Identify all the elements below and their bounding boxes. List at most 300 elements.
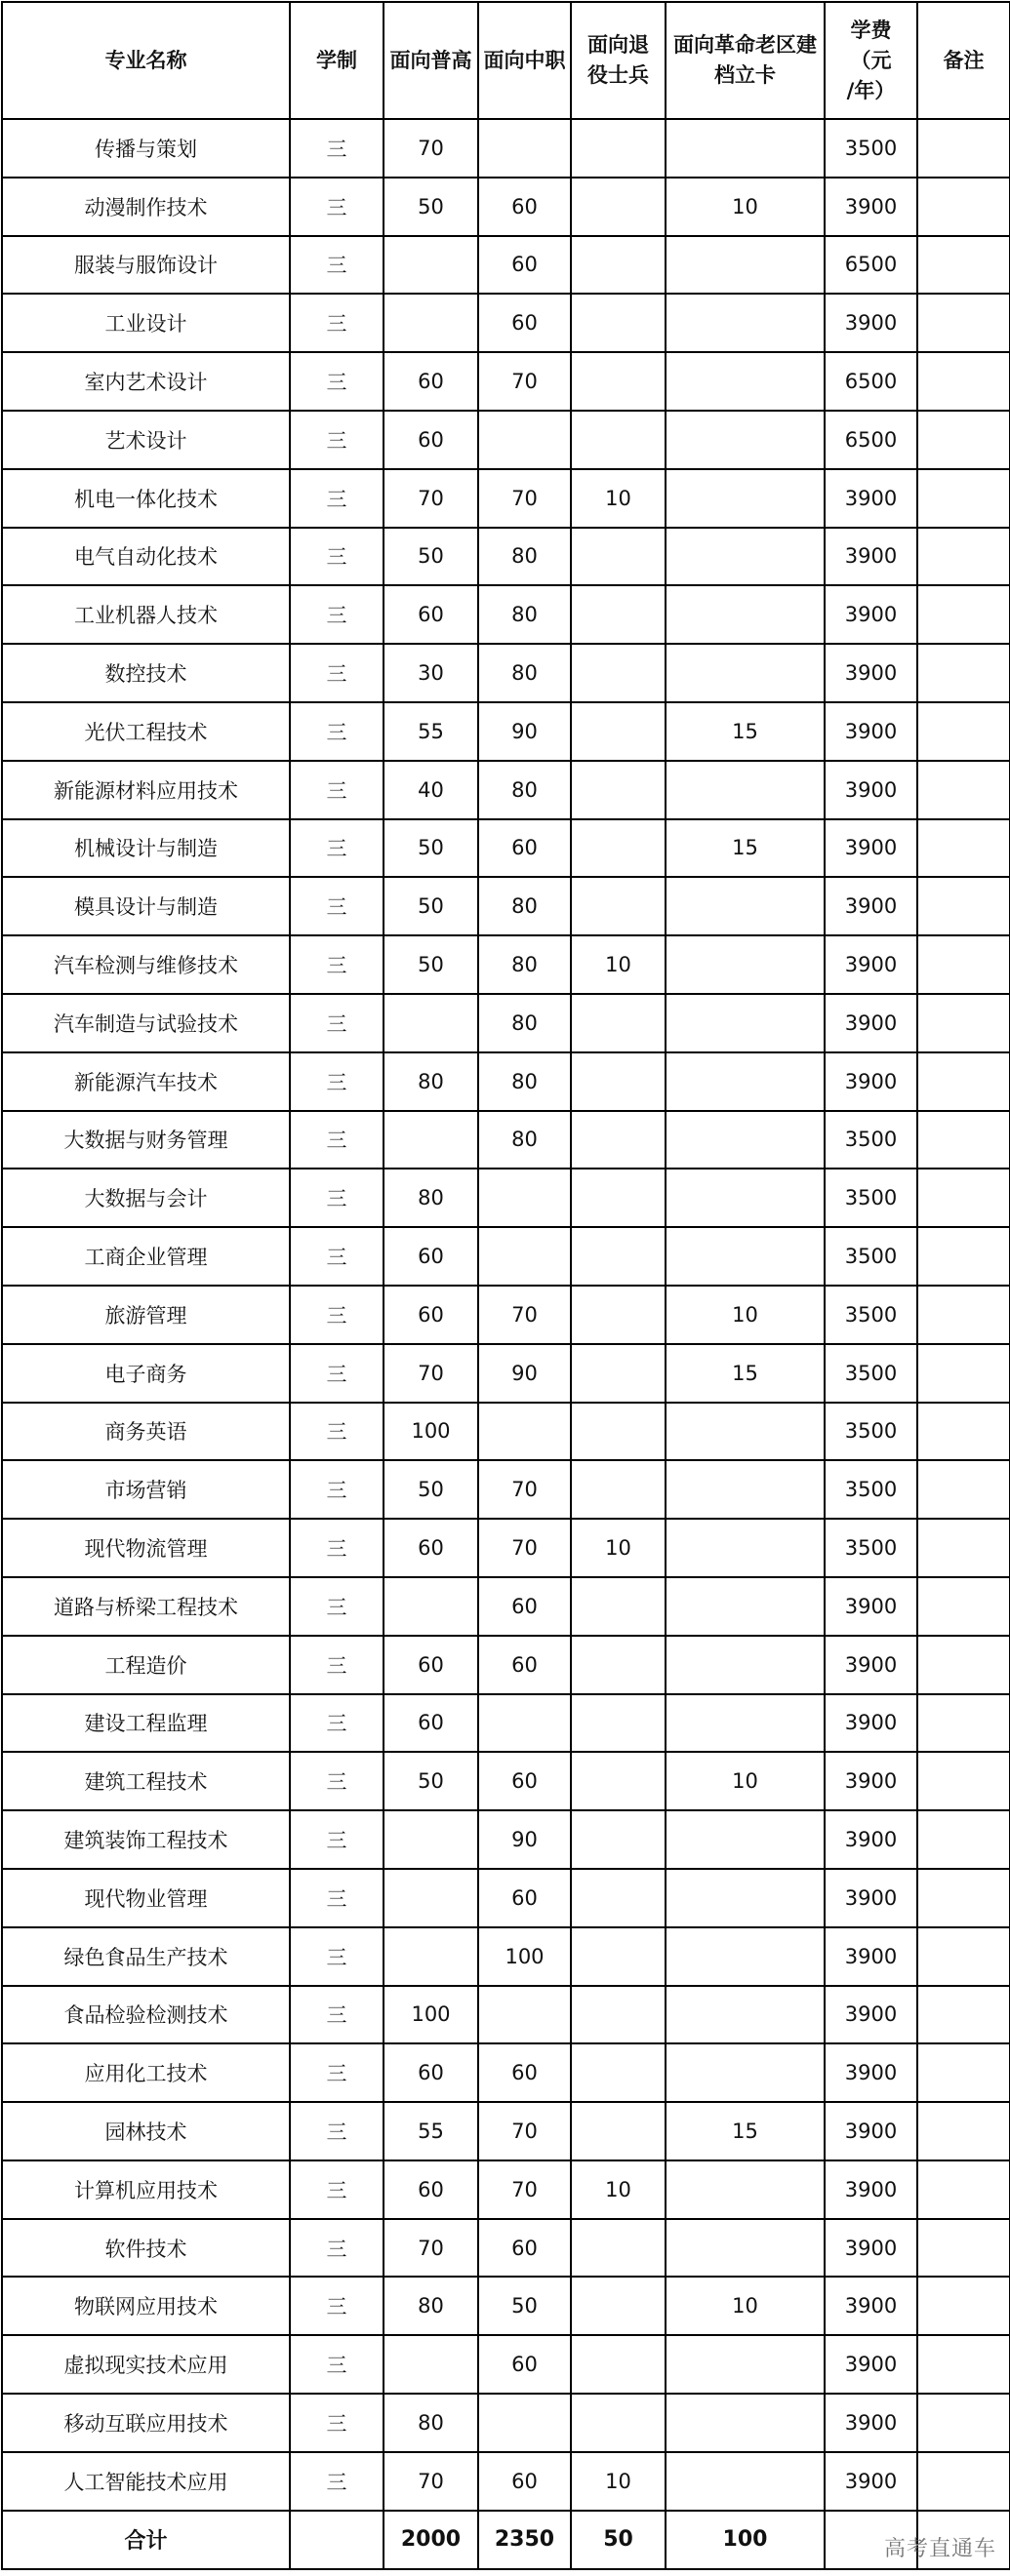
table-row <box>2 819 1010 878</box>
cell-veterans <box>571 585 666 644</box>
cell-fee: 3500 <box>825 1403 917 1461</box>
cell-revolution <box>666 877 825 935</box>
header-fee-line1: 学费 <box>850 18 892 42</box>
cell-revolution <box>666 761 825 819</box>
cell-major: 人工智能技术应用 <box>2 2452 290 2511</box>
table-row <box>2 528 1010 586</box>
table-row <box>2 469 1010 528</box>
cell-major: 商务英语 <box>2 1403 290 1461</box>
cell-major: 工业机器人技术 <box>2 585 290 644</box>
cell-general-hs: 50 <box>384 935 478 994</box>
cell-fee: 3900 <box>825 2394 917 2452</box>
cell-general-hs: 60 <box>384 1286 478 1344</box>
cell-general-hs: 60 <box>384 1227 478 1286</box>
cell-veterans <box>571 994 666 1052</box>
cell-revolution <box>666 1927 825 1986</box>
cell-fee: 3900 <box>825 2102 917 2160</box>
cell-major: 大数据与会计 <box>2 1169 290 1227</box>
cell-vocational: 70 <box>478 1460 571 1519</box>
cell-duration: 三 <box>290 1694 384 1753</box>
cell-revolution <box>666 585 825 644</box>
header-revolution <box>666 2 825 119</box>
table-row <box>2 1752 1010 1810</box>
cell-major: 应用化工技术 <box>2 2043 290 2102</box>
cell-notes <box>917 2160 1010 2219</box>
header-veterans-line1: 面向退 <box>587 33 649 57</box>
cell-notes <box>917 877 1010 935</box>
cell-fee: 3900 <box>825 1927 917 1986</box>
cell-general-hs: 70 <box>384 119 478 178</box>
cell-notes <box>917 236 1010 295</box>
cell-veterans <box>571 644 666 702</box>
cell-veterans <box>571 1227 666 1286</box>
table-row <box>2 2452 1010 2511</box>
cell-fee: 3500 <box>825 1286 917 1344</box>
cell-notes <box>917 1752 1010 1810</box>
cell-major: 室内艺术设计 <box>2 352 290 411</box>
cell-vocational: 80 <box>478 877 571 935</box>
cell-notes <box>917 2335 1010 2394</box>
cell-fee: 3900 <box>825 935 917 994</box>
table-row <box>2 119 1010 178</box>
cell-veterans <box>571 1986 666 2044</box>
cell-duration: 三 <box>290 819 384 878</box>
cell-general-hs <box>384 2335 478 2394</box>
cell-duration: 三 <box>290 1810 384 1869</box>
cell-vocational <box>478 1169 571 1227</box>
cell-duration: 三 <box>290 1519 384 1577</box>
cell-major: 工业设计 <box>2 294 290 352</box>
cell-vocational: 80 <box>478 935 571 994</box>
cell-fee: 3500 <box>825 1169 917 1227</box>
cell-revolution: 10 <box>666 2277 825 2335</box>
table-row <box>2 2394 1010 2452</box>
cell-notes <box>917 2043 1010 2102</box>
cell-general-hs: 50 <box>384 1460 478 1519</box>
cell-notes <box>917 178 1010 236</box>
cell-fee: 3900 <box>825 819 917 878</box>
header-notes: 备注 <box>917 2 1010 119</box>
cell-notes <box>917 294 1010 352</box>
cell-major: 计算机应用技术 <box>2 2160 290 2219</box>
cell-revolution <box>666 1869 825 1927</box>
cell-duration: 三 <box>290 2394 384 2452</box>
cell-general-hs: 80 <box>384 2394 478 2452</box>
cell-duration: 三 <box>290 644 384 702</box>
cell-duration: 三 <box>290 411 384 469</box>
table-row <box>2 585 1010 644</box>
cell-vocational: 70 <box>478 352 571 411</box>
cell-duration: 三 <box>290 294 384 352</box>
total-label: 合计 <box>2 2511 290 2569</box>
cell-vocational: 70 <box>478 2160 571 2219</box>
cell-duration: 三 <box>290 1752 384 1810</box>
cell-vocational: 60 <box>478 294 571 352</box>
table-row <box>2 1986 1010 2044</box>
cell-major: 现代物业管理 <box>2 1869 290 1927</box>
cell-general-hs: 70 <box>384 469 478 528</box>
cell-notes <box>917 819 1010 878</box>
table-row <box>2 1403 1010 1461</box>
cell-veterans: 10 <box>571 935 666 994</box>
cell-general-hs: 50 <box>384 1752 478 1810</box>
cell-duration: 三 <box>290 2219 384 2278</box>
table-row <box>2 994 1010 1052</box>
cell-vocational: 80 <box>478 994 571 1052</box>
cell-fee: 3900 <box>825 2219 917 2278</box>
cell-major: 道路与桥梁工程技术 <box>2 1577 290 1636</box>
cell-general-hs: 50 <box>384 819 478 878</box>
cell-vocational <box>478 2394 571 2452</box>
table-row <box>2 702 1010 761</box>
table-row <box>2 1519 1010 1577</box>
cell-major: 电气自动化技术 <box>2 528 290 586</box>
cell-veterans <box>571 2394 666 2452</box>
cell-general-hs: 60 <box>384 2043 478 2102</box>
cell-veterans <box>571 702 666 761</box>
cell-major: 移动互联应用技术 <box>2 2394 290 2452</box>
cell-major: 机电一体化技术 <box>2 469 290 528</box>
cell-duration: 三 <box>290 761 384 819</box>
cell-veterans <box>571 294 666 352</box>
cell-duration: 三 <box>290 1169 384 1227</box>
cell-fee: 3500 <box>825 1344 917 1403</box>
cell-major: 建筑工程技术 <box>2 1752 290 1810</box>
cell-vocational: 60 <box>478 1636 571 1694</box>
cell-vocational: 80 <box>478 644 571 702</box>
table-row <box>2 644 1010 702</box>
cell-duration: 三 <box>290 2452 384 2511</box>
cell-duration: 三 <box>290 2043 384 2102</box>
cell-major: 市场营销 <box>2 1460 290 1519</box>
cell-duration: 三 <box>290 994 384 1052</box>
cell-general-hs <box>384 1810 478 1869</box>
cell-revolution <box>666 2043 825 2102</box>
cell-veterans <box>571 1286 666 1344</box>
table-row <box>2 1869 1010 1927</box>
cell-notes <box>917 1869 1010 1927</box>
cell-vocational: 60 <box>478 1752 571 1810</box>
cell-fee: 3500 <box>825 1227 917 1286</box>
cell-duration: 三 <box>290 2102 384 2160</box>
cell-veterans <box>571 178 666 236</box>
cell-notes <box>917 2394 1010 2452</box>
cell-notes <box>917 935 1010 994</box>
cell-major: 汽车制造与试验技术 <box>2 994 290 1052</box>
cell-duration: 三 <box>290 2160 384 2219</box>
total-general-hs: 2000 <box>384 2511 478 2569</box>
cell-veterans <box>571 352 666 411</box>
cell-general-hs: 100 <box>384 1403 478 1461</box>
cell-revolution <box>666 528 825 586</box>
cell-notes <box>917 1403 1010 1461</box>
cell-major: 软件技术 <box>2 2219 290 2278</box>
cell-vocational: 60 <box>478 819 571 878</box>
cell-general-hs: 80 <box>384 1169 478 1227</box>
cell-veterans <box>571 2102 666 2160</box>
cell-general-hs <box>384 994 478 1052</box>
cell-revolution: 15 <box>666 2102 825 2160</box>
cell-vocational <box>478 1694 571 1753</box>
header-general-hs: 面向普高 <box>384 2 478 119</box>
header-veterans <box>571 2 666 119</box>
cell-revolution: 10 <box>666 178 825 236</box>
total-veterans: 50 <box>571 2511 666 2569</box>
cell-notes <box>917 1694 1010 1753</box>
cell-notes <box>917 1810 1010 1869</box>
cell-notes <box>917 411 1010 469</box>
table-row <box>2 294 1010 352</box>
table-row <box>2 1169 1010 1227</box>
header-fee-line2: （元 <box>850 48 892 72</box>
cell-duration: 三 <box>290 1927 384 1986</box>
table-row <box>2 877 1010 935</box>
cell-veterans <box>571 1927 666 1986</box>
cell-revolution <box>666 1810 825 1869</box>
cell-duration: 三 <box>290 1636 384 1694</box>
cell-general-hs: 50 <box>384 877 478 935</box>
total-vocational: 2350 <box>478 2511 571 2569</box>
cell-revolution <box>666 1227 825 1286</box>
table-row <box>2 352 1010 411</box>
cell-duration: 三 <box>290 1403 384 1461</box>
cell-notes <box>917 1227 1010 1286</box>
cell-duration: 三 <box>290 1460 384 1519</box>
cell-fee: 3900 <box>825 1694 917 1753</box>
cell-notes <box>917 1577 1010 1636</box>
watermark-text: 高考直通车 <box>883 2537 996 2561</box>
header-fee <box>825 2 917 119</box>
table-row <box>2 236 1010 295</box>
cell-vocational: 80 <box>478 761 571 819</box>
cell-revolution <box>666 994 825 1052</box>
cell-notes <box>917 1519 1010 1577</box>
cell-revolution <box>666 1403 825 1461</box>
cell-vocational <box>478 119 571 178</box>
cell-vocational: 70 <box>478 1286 571 1344</box>
cell-vocational: 80 <box>478 1052 571 1111</box>
cell-veterans <box>571 1344 666 1403</box>
cell-fee: 3900 <box>825 178 917 236</box>
header-revolution-line2: 档立卡 <box>714 63 776 87</box>
cell-vocational: 60 <box>478 1869 571 1927</box>
cell-veterans <box>571 2335 666 2394</box>
cell-fee: 3900 <box>825 1986 917 2044</box>
cell-veterans <box>571 1577 666 1636</box>
cell-revolution <box>666 935 825 994</box>
cell-general-hs: 70 <box>384 1344 478 1403</box>
cell-notes <box>917 1636 1010 1694</box>
cell-fee: 3900 <box>825 1636 917 1694</box>
cell-fee: 3900 <box>825 877 917 935</box>
table-row <box>2 2160 1010 2219</box>
cell-duration: 三 <box>290 178 384 236</box>
cell-vocational: 80 <box>478 528 571 586</box>
cell-major: 园林技术 <box>2 2102 290 2160</box>
cell-fee: 3900 <box>825 2277 917 2335</box>
cell-general-hs: 60 <box>384 1519 478 1577</box>
cell-duration: 三 <box>290 702 384 761</box>
cell-major: 汽车检测与维修技术 <box>2 935 290 994</box>
cell-revolution <box>666 2335 825 2394</box>
table-row <box>2 1460 1010 1519</box>
cell-major: 电子商务 <box>2 1344 290 1403</box>
cell-general-hs: 100 <box>384 1986 478 2044</box>
table-row <box>2 761 1010 819</box>
cell-notes <box>917 119 1010 178</box>
cell-revolution <box>666 411 825 469</box>
cell-vocational <box>478 1986 571 2044</box>
cell-vocational: 50 <box>478 2277 571 2335</box>
table-row <box>2 178 1010 236</box>
cell-major: 模具设计与制造 <box>2 877 290 935</box>
cell-general-hs <box>384 1927 478 1986</box>
table-row <box>2 2277 1010 2335</box>
cell-veterans <box>571 1869 666 1927</box>
cell-vocational: 60 <box>478 2043 571 2102</box>
cell-vocational: 60 <box>478 2335 571 2394</box>
cell-major: 动漫制作技术 <box>2 178 290 236</box>
cell-notes <box>917 2277 1010 2335</box>
cell-veterans <box>571 119 666 178</box>
cell-revolution <box>666 1052 825 1111</box>
cell-vocational: 80 <box>478 1111 571 1169</box>
cell-major: 食品检验检测技术 <box>2 1986 290 2044</box>
table-row <box>2 1577 1010 1636</box>
header-veterans-line2: 役士兵 <box>587 63 649 87</box>
table-row <box>2 1227 1010 1286</box>
cell-veterans <box>571 1810 666 1869</box>
cell-duration: 三 <box>290 236 384 295</box>
cell-notes <box>917 644 1010 702</box>
cell-notes <box>917 1927 1010 1986</box>
cell-revolution <box>666 2219 825 2278</box>
cell-veterans: 10 <box>571 469 666 528</box>
table-row <box>2 1286 1010 1344</box>
cell-general-hs: 50 <box>384 528 478 586</box>
cell-fee: 3900 <box>825 644 917 702</box>
cell-veterans <box>571 1052 666 1111</box>
cell-revolution: 15 <box>666 1344 825 1403</box>
cell-duration: 三 <box>290 1986 384 2044</box>
cell-notes <box>917 761 1010 819</box>
cell-veterans <box>571 877 666 935</box>
cell-general-hs: 70 <box>384 2452 478 2511</box>
cell-general-hs: 60 <box>384 2160 478 2219</box>
cell-general-hs: 60 <box>384 352 478 411</box>
cell-notes <box>917 2102 1010 2160</box>
cell-general-hs: 50 <box>384 178 478 236</box>
cell-major: 工程造价 <box>2 1636 290 1694</box>
cell-general-hs <box>384 236 478 295</box>
cell-major: 建筑装饰工程技术 <box>2 1810 290 1869</box>
cell-fee: 3500 <box>825 119 917 178</box>
cell-notes <box>917 1111 1010 1169</box>
cell-veterans <box>571 1169 666 1227</box>
table-row <box>2 411 1010 469</box>
cell-duration: 三 <box>290 469 384 528</box>
cell-revolution <box>666 1577 825 1636</box>
cell-duration: 三 <box>290 1227 384 1286</box>
cell-general-hs: 60 <box>384 1694 478 1753</box>
cell-general-hs: 60 <box>384 585 478 644</box>
cell-revolution <box>666 1694 825 1753</box>
cell-revolution <box>666 1460 825 1519</box>
table-row <box>2 2335 1010 2394</box>
cell-revolution <box>666 352 825 411</box>
cell-notes <box>917 702 1010 761</box>
cell-general-hs: 60 <box>384 411 478 469</box>
enrollment-plan-table <box>1 1 1010 2570</box>
cell-revolution <box>666 1169 825 1227</box>
cell-revolution: 10 <box>666 1286 825 1344</box>
cell-notes <box>917 2452 1010 2511</box>
cell-major: 大数据与财务管理 <box>2 1111 290 1169</box>
cell-veterans <box>571 1636 666 1694</box>
cell-major: 服装与服饰设计 <box>2 236 290 295</box>
cell-revolution <box>666 644 825 702</box>
cell-major: 现代物流管理 <box>2 1519 290 1577</box>
cell-duration: 三 <box>290 352 384 411</box>
cell-veterans: 10 <box>571 2160 666 2219</box>
cell-vocational <box>478 1227 571 1286</box>
cell-veterans <box>571 2043 666 2102</box>
cell-major: 旅游管理 <box>2 1286 290 1344</box>
table-body <box>2 119 1010 2511</box>
cell-vocational: 60 <box>478 2219 571 2278</box>
cell-veterans <box>571 411 666 469</box>
cell-revolution: 10 <box>666 1752 825 1810</box>
cell-fee: 3900 <box>825 994 917 1052</box>
header-fee-line3: /年） <box>846 78 896 102</box>
cell-duration: 三 <box>290 1052 384 1111</box>
cell-notes <box>917 1286 1010 1344</box>
cell-vocational: 60 <box>478 2452 571 2511</box>
cell-fee: 3900 <box>825 585 917 644</box>
cell-duration: 三 <box>290 877 384 935</box>
cell-fee: 3900 <box>825 2160 917 2219</box>
table-row <box>2 1052 1010 1111</box>
table-row <box>2 2043 1010 2102</box>
cell-general-hs: 60 <box>384 1636 478 1694</box>
cell-vocational: 60 <box>478 1577 571 1636</box>
cell-fee: 6500 <box>825 411 917 469</box>
cell-notes <box>917 1169 1010 1227</box>
table-row <box>2 2219 1010 2278</box>
total-revolution: 100 <box>666 2511 825 2569</box>
header-major: 专业名称 <box>2 2 290 119</box>
cell-major: 虚拟现实技术应用 <box>2 2335 290 2394</box>
cell-duration: 三 <box>290 935 384 994</box>
cell-revolution <box>666 1986 825 2044</box>
cell-fee: 3900 <box>825 761 917 819</box>
cell-veterans <box>571 1111 666 1169</box>
table-row <box>2 1694 1010 1753</box>
cell-general-hs: 70 <box>384 2219 478 2278</box>
cell-duration: 三 <box>290 119 384 178</box>
total-duration <box>290 2511 384 2569</box>
cell-notes <box>917 2219 1010 2278</box>
cell-vocational: 80 <box>478 585 571 644</box>
cell-vocational <box>478 411 571 469</box>
cell-duration: 三 <box>290 1344 384 1403</box>
header-revolution-line1: 面向革命老区建 <box>673 33 817 57</box>
cell-general-hs <box>384 1869 478 1927</box>
cell-major: 数控技术 <box>2 644 290 702</box>
table-row <box>2 1111 1010 1169</box>
cell-duration: 三 <box>290 1869 384 1927</box>
cell-duration: 三 <box>290 2335 384 2394</box>
